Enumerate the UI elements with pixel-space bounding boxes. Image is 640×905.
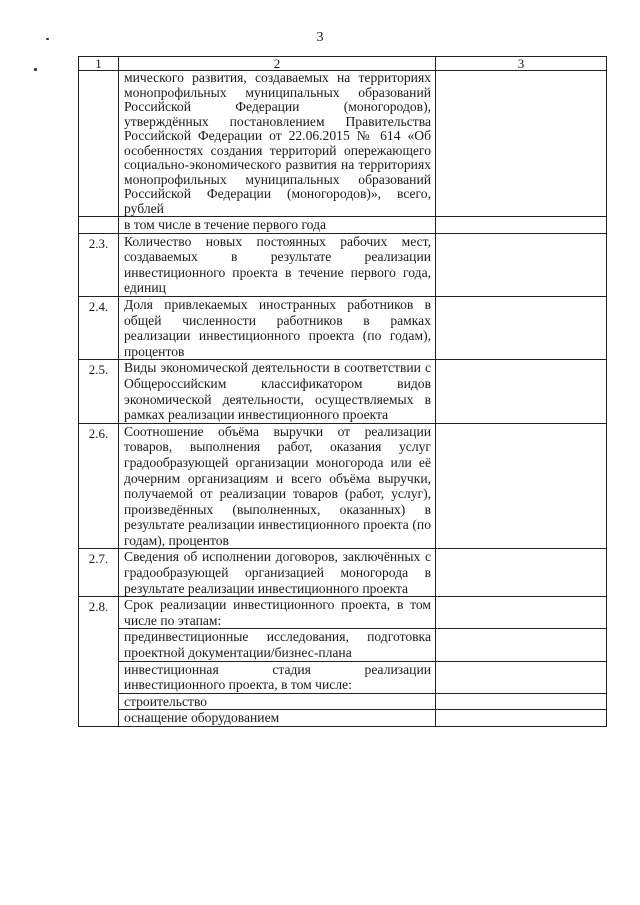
table-row bbox=[79, 296, 607, 359]
table-row bbox=[79, 233, 607, 296]
form-table bbox=[78, 56, 607, 727]
row-description: Количество новых постоянных рабочих мест, создаваемых в результате реализации инвестиционного проекта в течение первого года, единиц bbox=[119, 233, 436, 296]
row-description: строительство bbox=[119, 693, 436, 710]
row-description: Срок реализации инвестиционного проекта, в том числе по этапам: bbox=[119, 597, 436, 629]
row-value-cell[interactable] bbox=[436, 710, 607, 727]
row-value-cell[interactable] bbox=[436, 360, 607, 423]
table-row bbox=[79, 661, 607, 693]
row-number: 2.4. bbox=[79, 296, 119, 359]
table-row bbox=[79, 710, 607, 727]
row-description: Сведения об исполнении договоров, заключённых с градообразующей организацией моногорода в результате реализации инвестиционного проекта bbox=[119, 549, 436, 597]
row-number: 2.3. bbox=[79, 233, 119, 296]
row-number: 2.7. bbox=[79, 549, 119, 597]
table-row bbox=[79, 360, 607, 423]
row-number bbox=[79, 217, 119, 234]
row-value-cell[interactable] bbox=[436, 629, 607, 661]
row-value-cell[interactable] bbox=[436, 693, 607, 710]
row-description: инвестиционная стадия реализации инвестиционного проекта, в том числе: bbox=[119, 661, 436, 693]
row-description: Доля привлекаемых иностранных работников в общей численности работников в рамках реализации инвестиционного проекта (по годам), процентов bbox=[119, 296, 436, 359]
table-row bbox=[79, 71, 607, 217]
scan-artifact bbox=[34, 68, 37, 71]
row-value-cell[interactable] bbox=[436, 296, 607, 359]
row-description: Соотношение объёма выручки от реализации товаров, выполнения работ, оказания услуг градообразующей организации моногорода или её дочерним организациям и всего объёма выручки, получаемой от реализации товаров (работ, услуг), произведённых (выполненных, оказанных) в результате реализации инвестиционного проекта (по годам), процентов bbox=[119, 423, 436, 549]
row-number: 2.6. bbox=[79, 423, 119, 549]
table-row bbox=[79, 549, 607, 597]
table-row bbox=[79, 693, 607, 710]
column-number-row bbox=[79, 57, 607, 71]
row-value-cell[interactable] bbox=[436, 549, 607, 597]
table-row bbox=[79, 217, 607, 234]
table-row bbox=[79, 629, 607, 661]
row-number: 2.5. bbox=[79, 360, 119, 423]
row-description: мического развития, создаваемых на территориях монопрофильных муниципальных образований Российской Федерации (моногородов), утверждённых постановлением Правительства Российской Федерации от 22.06.2015 № 614 «Об особенностях создания территорий опережающего социально-экономического развития на территориях монопрофильных муниципальных образований Российской Федерации (моногородов)», всего, рублей bbox=[119, 71, 436, 217]
page-number: 3 bbox=[316, 30, 324, 45]
row-value-cell[interactable] bbox=[436, 217, 607, 234]
table-row bbox=[79, 597, 607, 629]
scan-artifact bbox=[46, 38, 49, 40]
column-number-3: 3 bbox=[436, 57, 607, 71]
row-value-cell[interactable] bbox=[436, 71, 607, 217]
row-description: оснащение оборудованием bbox=[119, 710, 436, 727]
column-number-2: 2 bbox=[119, 57, 436, 71]
column-number-1: 1 bbox=[79, 57, 119, 71]
table-row bbox=[79, 423, 607, 549]
row-description: прединвестиционные исследования, подготовка проектной документации/бизнес-плана bbox=[119, 629, 436, 661]
row-value-cell[interactable] bbox=[436, 661, 607, 693]
row-description: в том числе в течение первого года bbox=[119, 217, 436, 234]
row-value-cell[interactable] bbox=[436, 233, 607, 296]
row-value-cell[interactable] bbox=[436, 423, 607, 549]
row-number: 2.8. bbox=[79, 597, 119, 727]
row-description: Виды экономической деятельности в соответствии с Общероссийским классификатором видов экономической деятельности, осуществляемых в рамках реализации инвестиционного проекта bbox=[119, 360, 436, 423]
row-value-cell[interactable] bbox=[436, 597, 607, 629]
row-number bbox=[79, 71, 119, 217]
